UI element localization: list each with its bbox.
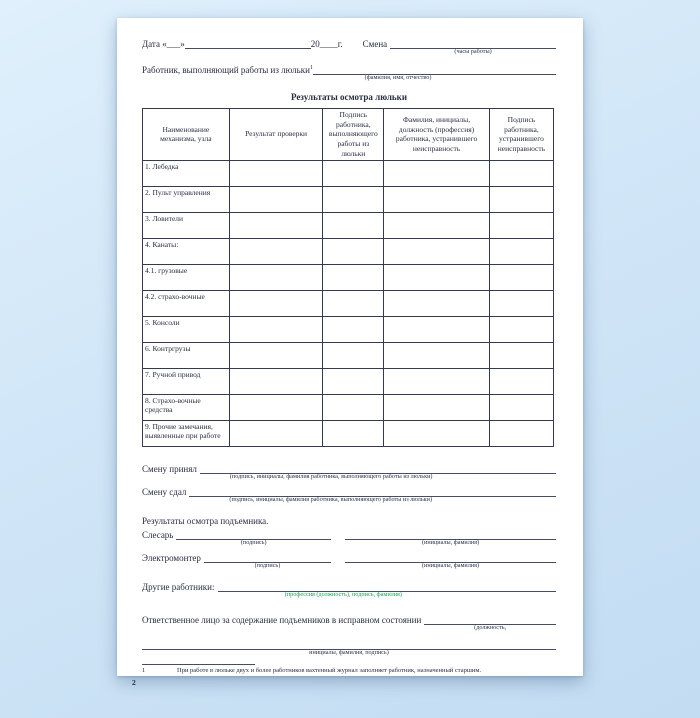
table-row-label: 9. Прочие замечания, выявленные при работе — [143, 420, 230, 446]
table-empty-cell — [384, 160, 490, 186]
shift-accepted-caption: (подпись, инициалы, фамилия работника, выполняющего работы из люльки) — [229, 472, 433, 480]
table-empty-cell — [323, 368, 384, 394]
table-row — [143, 342, 554, 368]
table-row — [143, 212, 554, 238]
table-empty-cell — [323, 290, 384, 316]
shift-handed-row — [142, 485, 556, 503]
table-empty-cell — [229, 160, 323, 186]
worker-blank-line — [313, 65, 556, 81]
table-empty-cell — [489, 160, 553, 186]
table-empty-cell — [384, 394, 490, 420]
table-row — [143, 394, 554, 420]
electrician-sign-caption: (подпись) — [254, 561, 281, 569]
shift-accepted-line — [200, 464, 556, 480]
electrician-name-caption: (инициалы, фамилия) — [421, 561, 480, 569]
table-row-label: 4. Канаты: — [143, 238, 230, 264]
table-header-cell: Фамилия, инициалы, должность (профессия) работника, устранившего неисправность — [384, 108, 490, 160]
table-empty-cell — [229, 420, 323, 446]
table-row-label: 3. Ловители — [143, 212, 230, 238]
date-year-label: 20____г. — [310, 39, 343, 49]
page-number: 2 — [132, 678, 136, 688]
slesar-name-caption: (инициалы, фамилия) — [421, 538, 480, 546]
table-empty-cell — [323, 238, 384, 264]
table-empty-cell — [323, 420, 384, 446]
date-shift-row — [142, 37, 556, 55]
worker-row — [142, 63, 556, 81]
table-empty-cell — [323, 160, 384, 186]
table-empty-cell — [489, 264, 553, 290]
table-header-cell: Подпись работника, устранившего неисправность — [489, 108, 553, 160]
table-row-label: 1. Лебедка — [143, 160, 230, 186]
table-empty-cell — [323, 394, 384, 420]
worker-footnote-ref: 1 — [309, 65, 313, 71]
table-empty-cell — [384, 264, 490, 290]
table-empty-cell — [384, 290, 490, 316]
table-empty-cell — [384, 238, 490, 264]
table-empty-cell — [229, 368, 323, 394]
responsible-row — [142, 613, 556, 631]
slesar-sign-line — [176, 530, 331, 546]
table-row-label: 5. Консоли — [143, 316, 230, 342]
table-empty-cell — [489, 212, 553, 238]
table-row — [143, 420, 554, 446]
slesar-name-line — [345, 530, 556, 546]
table-empty-cell — [229, 290, 323, 316]
shift-handed-line — [189, 487, 556, 503]
table-empty-cell — [229, 186, 323, 212]
table-row — [143, 264, 554, 290]
table-empty-cell — [489, 394, 553, 420]
table-empty-cell — [323, 342, 384, 368]
table-empty-cell — [489, 342, 553, 368]
footnote-marker: 1 — [142, 666, 146, 674]
slesar-sign-caption: (подпись) — [240, 538, 267, 546]
responsible-line-2 — [142, 640, 556, 656]
responsible-line-1 — [424, 615, 556, 631]
table-empty-cell — [323, 316, 384, 342]
electrician-label: Электромонтер — [142, 552, 201, 563]
worker-caption: (фамилия, имя, отчество) — [364, 74, 432, 81]
table-empty-cell — [323, 212, 384, 238]
other-workers-line — [218, 582, 556, 598]
table-empty-cell — [229, 264, 323, 290]
table-empty-cell — [489, 238, 553, 264]
table-empty-cell — [384, 420, 490, 446]
footnote — [142, 667, 556, 675]
electrician-left-segment — [142, 551, 331, 569]
inspection-table-body — [143, 160, 554, 446]
table-empty-cell — [323, 186, 384, 212]
table-row — [143, 238, 554, 264]
table-row — [143, 186, 554, 212]
hoist-title-text: Результаты осмотра подъемника. — [142, 515, 269, 526]
responsible-label: Ответственное лицо за содержание подъемников в исправном состоянии — [142, 614, 422, 625]
other-workers-label: Другие работники: — [142, 581, 215, 592]
journal-page — [117, 18, 583, 688]
date-label: Дата «___» — [142, 39, 185, 49]
table-empty-cell — [384, 342, 490, 368]
shift-accepted-label: Смену принял — [142, 463, 197, 474]
table-row-label: 4.2. страхо-вочные — [143, 290, 230, 316]
table-title: Результаты осмотра люльки — [290, 92, 408, 102]
table-header-cell: Наименование механизма, узла — [143, 108, 230, 160]
slesar-label: Слесарь — [142, 529, 174, 540]
responsible-caption-bottom: инициалы, фамилия, подпись) — [309, 648, 389, 656]
table-empty-cell — [489, 420, 553, 446]
table-empty-cell — [489, 368, 553, 394]
table-header-cell: Подпись работника, выполняющего работы из люльки — [323, 108, 384, 160]
responsible-row-2 — [142, 638, 556, 656]
others-caption: (профессия (должность), подпись, фамилия) — [284, 590, 402, 598]
table-row — [143, 368, 554, 394]
shift-handed-caption: (подпись, инициалы, фамилия работника, выполняющего работы из люльки) — [229, 495, 433, 503]
table-empty-cell — [384, 186, 490, 212]
footnote-text: При работе в люльке двух и более работников вахтенный журнал заполняет работник, назначенный старшим. — [177, 666, 482, 674]
slesar-row — [142, 528, 556, 546]
table-empty-cell — [229, 342, 323, 368]
table-empty-cell — [229, 394, 323, 420]
shift-handed-label: Смену сдал — [142, 486, 187, 497]
table-empty-cell — [489, 186, 553, 212]
table-row-label: 2. Пульт управления — [143, 186, 230, 212]
table-header-cell: Результат проверки — [229, 108, 323, 160]
worker-label: Работник, выполняющий работы из люльки$^1$ — [142, 65, 313, 75]
table-empty-cell — [323, 264, 384, 290]
shift-label: Смена — [362, 39, 388, 49]
hoist-section-title — [142, 514, 556, 526]
table-empty-cell — [384, 212, 490, 238]
responsible-caption-top: (должность, — [474, 623, 507, 631]
footnote-separator — [142, 664, 255, 665]
shift-blank-line — [390, 39, 556, 55]
electrician-sign-line — [204, 553, 331, 569]
table-empty-cell — [384, 316, 490, 342]
table-empty-cell — [229, 212, 323, 238]
table-row-label: 7. Ручной привод — [143, 368, 230, 394]
table-empty-cell — [384, 368, 490, 394]
table-row-label: 8. Страхо-вочные средства — [143, 394, 230, 420]
table-header-row — [143, 108, 554, 160]
table-empty-cell — [229, 238, 323, 264]
inspection-table — [142, 108, 554, 447]
shift-caption: (часы работы) — [454, 48, 492, 55]
table-empty-cell — [489, 316, 553, 342]
shift-accepted-row — [142, 462, 556, 480]
electrician-name-line — [345, 553, 556, 569]
table-empty-cell — [229, 316, 323, 342]
table-row-label: 6. Контргрузы — [143, 342, 230, 368]
other-workers-row — [142, 580, 556, 598]
table-row — [143, 160, 554, 186]
date-blank-line — [185, 39, 311, 49]
table-row — [143, 290, 554, 316]
table-row — [143, 316, 554, 342]
electrician-row — [142, 551, 556, 569]
slesar-left-segment — [142, 528, 331, 546]
table-empty-cell — [489, 290, 553, 316]
table-row-label: 4.1. грузовые — [143, 264, 230, 290]
